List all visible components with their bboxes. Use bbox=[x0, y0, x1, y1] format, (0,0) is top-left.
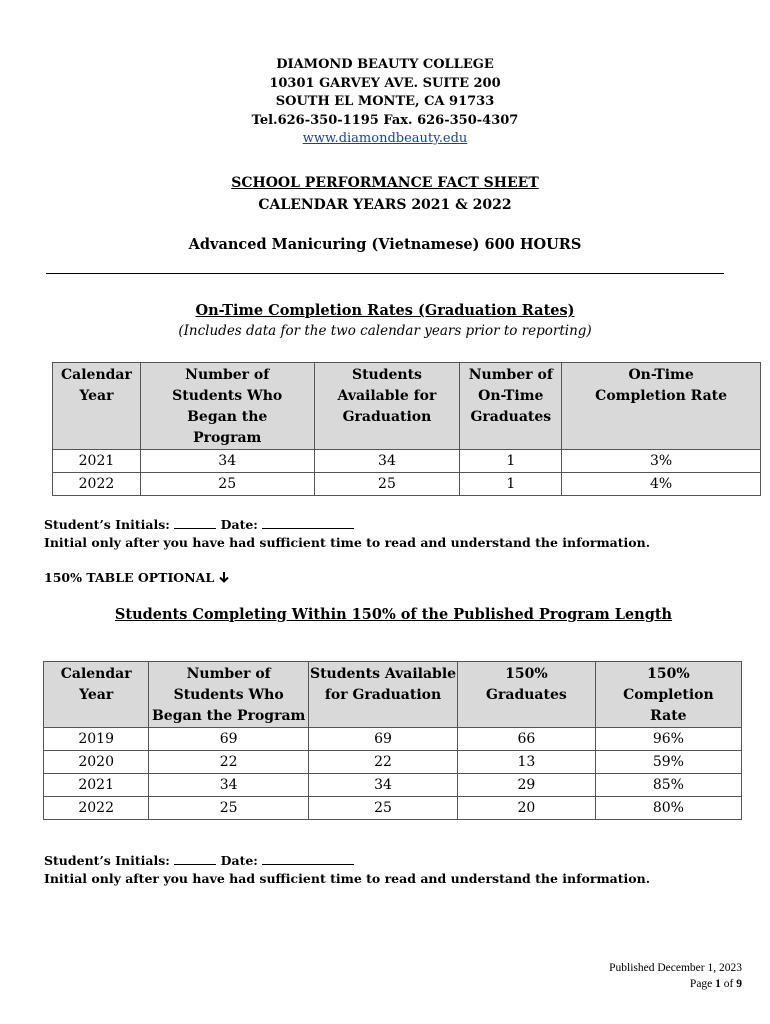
document-title bbox=[0, 172, 770, 216]
title-line-2: CALENDAR YEARS 2021 & 2022 bbox=[258, 197, 512, 213]
table-cell: 85% bbox=[595, 774, 741, 797]
table-row bbox=[44, 797, 742, 820]
table-header: Number of Students Who Began the Program bbox=[149, 662, 309, 728]
instruction-text: Initial only after you have had sufficient time to read and understand the information. bbox=[44, 871, 651, 886]
table-cell: 2022 bbox=[44, 797, 149, 820]
website-link[interactable]: www.diamondbeauty.edu bbox=[302, 131, 468, 146]
table-cell: 34 bbox=[314, 450, 460, 473]
section1-subtitle: (Includes data for the two calendar years prior to reporting) bbox=[178, 323, 592, 339]
program-name: Advanced Manicuring (Vietnamese) 600 HOURS bbox=[188, 236, 582, 253]
table-row bbox=[44, 774, 742, 797]
table-cell: 34 bbox=[140, 450, 314, 473]
address-line-2: SOUTH EL MONTE, CA 91733 bbox=[275, 94, 495, 109]
table-header: Students Available for Graduation bbox=[314, 363, 460, 450]
table-cell: 2022 bbox=[53, 473, 141, 496]
table-cell: 29 bbox=[458, 774, 596, 797]
table-cell: 22 bbox=[308, 751, 457, 774]
table-cell: 34 bbox=[308, 774, 457, 797]
table-cell: 25 bbox=[308, 797, 457, 820]
divider-line bbox=[46, 273, 724, 274]
table-cell: 25 bbox=[140, 473, 314, 496]
table-cell: 2020 bbox=[44, 751, 149, 774]
address-line-1: 10301 GARVEY AVE. SUITE 200 bbox=[269, 75, 501, 91]
table-cell: 96% bbox=[595, 728, 741, 751]
table-cell: 13 bbox=[458, 751, 596, 774]
initials-label: Student’s Initials: bbox=[44, 517, 170, 532]
table-row bbox=[53, 450, 761, 473]
table-cell: 20 bbox=[458, 797, 596, 820]
table-header: On-Time Completion Rate bbox=[562, 363, 761, 450]
date-blank[interactable] bbox=[262, 516, 354, 529]
table-cell: 2019 bbox=[44, 728, 149, 751]
table-cell: 59% bbox=[595, 751, 741, 774]
table-row bbox=[44, 728, 742, 751]
phone-fax: Tel.626-350-1195 Fax. 626-350-4307 bbox=[251, 112, 519, 128]
table-header: 150% Completion Rate bbox=[595, 662, 741, 728]
on-time-completion-table bbox=[52, 362, 761, 496]
table-header: Students Available for Graduation bbox=[308, 662, 457, 728]
arrow-down-icon bbox=[218, 570, 230, 585]
table-cell: 3% bbox=[562, 450, 761, 473]
school-header bbox=[0, 56, 770, 149]
section1-title: On-Time Completion Rates (Graduation Rates) bbox=[195, 302, 575, 319]
table-cell: 66 bbox=[458, 728, 596, 751]
section2-title: Students Completing Within 150% of the Published Program Length bbox=[114, 606, 673, 623]
table-row bbox=[44, 751, 742, 774]
table-cell: 25 bbox=[149, 797, 309, 820]
optional-text: 150% TABLE OPTIONAL bbox=[44, 570, 215, 585]
date-blank[interactable] bbox=[262, 852, 354, 865]
table-header: Calendar Year bbox=[44, 662, 149, 728]
table-cell: 4% bbox=[562, 473, 761, 496]
page-number: Page 1 of 9 bbox=[689, 978, 742, 990]
table-cell: 25 bbox=[314, 473, 460, 496]
table-cell: 1 bbox=[460, 450, 562, 473]
table-header: Number of Students Who Began the Program bbox=[140, 363, 314, 450]
optional-label bbox=[44, 570, 230, 585]
title-line-1: SCHOOL PERFORMANCE FACT SHEET bbox=[231, 175, 539, 191]
table-cell: 80% bbox=[595, 797, 741, 820]
table-cell: 2021 bbox=[53, 450, 141, 473]
initials-blank[interactable] bbox=[174, 516, 216, 529]
table-cell: 34 bbox=[149, 774, 309, 797]
table-cell: 22 bbox=[149, 751, 309, 774]
table-header: 150% Graduates bbox=[458, 662, 596, 728]
table-header: Calendar Year bbox=[53, 363, 141, 450]
table-row bbox=[53, 473, 761, 496]
date-label: Date: bbox=[220, 517, 258, 532]
table-cell: 1 bbox=[460, 473, 562, 496]
initials-note-2 bbox=[44, 852, 650, 888]
initials-note-1 bbox=[44, 516, 650, 552]
school-name: DIAMOND BEAUTY COLLEGE bbox=[276, 57, 494, 72]
initials-blank[interactable] bbox=[174, 852, 216, 865]
date-label: Date: bbox=[220, 853, 258, 868]
completion-150-table bbox=[43, 661, 742, 820]
initials-label: Student’s Initials: bbox=[44, 853, 170, 868]
table-header: Number of On-Time Graduates bbox=[460, 363, 562, 450]
table-cell: 69 bbox=[149, 728, 309, 751]
table-cell: 69 bbox=[308, 728, 457, 751]
published-date: Published December 1, 2023 bbox=[609, 962, 742, 974]
page-footer bbox=[609, 960, 742, 992]
instruction-text: Initial only after you have had sufficient time to read and understand the information. bbox=[44, 535, 651, 550]
table-cell: 2021 bbox=[44, 774, 149, 797]
